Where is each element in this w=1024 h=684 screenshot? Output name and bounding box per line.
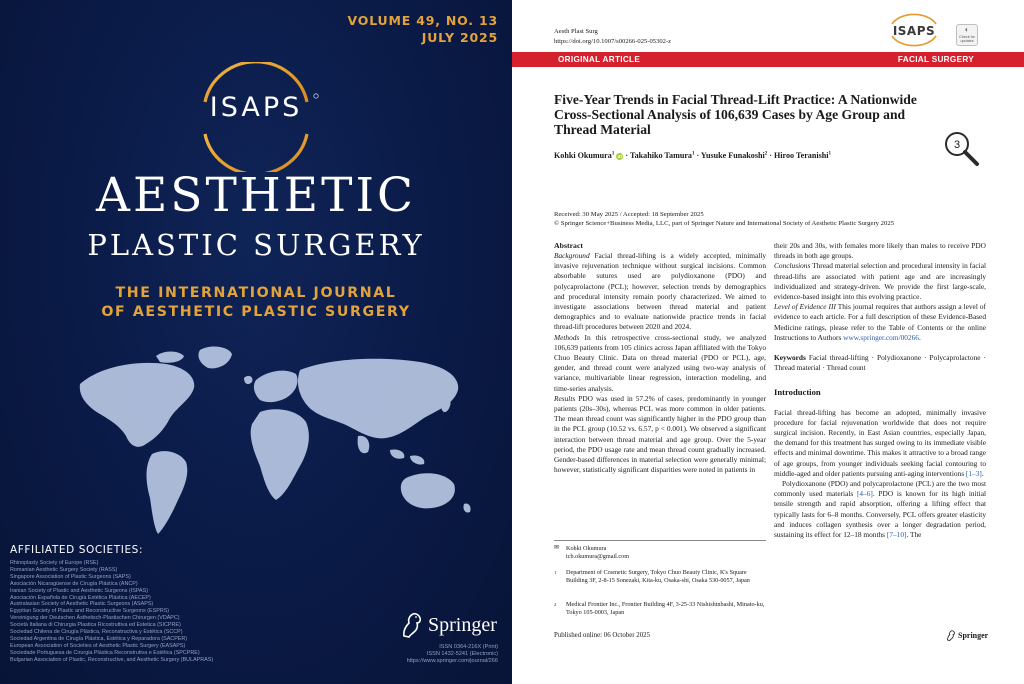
bookmark-icon: ◐ bbox=[964, 25, 970, 34]
isaps-logo-text: ISAPS bbox=[209, 92, 303, 123]
footnote-divider bbox=[554, 540, 766, 541]
level-of-evidence bbox=[774, 302, 986, 343]
cover-subtitle bbox=[0, 284, 512, 322]
author-separator: · bbox=[623, 151, 630, 160]
issn-print: ISSN 0364-216X (Print) bbox=[439, 644, 498, 650]
doi-link[interactable]: https://doi.org/10.1007/s00266-025-05302-z bbox=[554, 38, 672, 45]
abstract-text: Thread material selection and procedural intensity in facial thread-lifts are associated with patient age and are increasingly individualized and strategy-driven. We provide the first large-scale, evidence-based insight into this evolving practice. bbox=[774, 261, 986, 302]
cover-subtitle-line2: OF AESTHETIC PLASTIC SURGERY bbox=[101, 304, 411, 320]
world-map-graphic bbox=[60, 340, 490, 540]
isaps-logo-header bbox=[884, 12, 944, 48]
body-text: Facial thread-lifting has become an adopted, minimally invasive procedure for facial rejuvenation worldwide that does not require surgical incision. Recently, in East Asian countries, especially Japan, the demand for this treatment has surged owing to its immediate visible effects and minimal downtime. This makes it attractive to a broad range of age groups, from younger individuals seeking facial contouring to middle-aged and older patients pursuing anti-aging interventions bbox=[774, 407, 986, 478]
affiliation-text: Department of Cosmetic Surgery, Tokyo Chuo Beauty Clinic, K's Square Building 3F, 2-8-15 Sonezaki, Kita-ku, Osaka-shi, Osaka 530-0057, Japan bbox=[566, 569, 750, 584]
keywords-label: Keywords bbox=[774, 353, 806, 363]
affiliated-societies-title: AFFILIATED SOCIETIES: bbox=[10, 544, 144, 556]
abstract-conclusions bbox=[774, 261, 986, 302]
author-name[interactable]: Yusuke Funakoshi bbox=[700, 151, 765, 160]
affiliation-2 bbox=[554, 601, 766, 616]
springer-wordmark: Springer bbox=[428, 613, 497, 636]
abstract-methods bbox=[554, 333, 766, 394]
abstract-text: In this retrospective cross-sectional study, we analyzed 106,639 patients from 105 clinics across Japan affiliated with the Tokyo Chuo Beauty Clinic. Data on thread material (PDO or PCL), age, gender, and thread count were analyzed using two-way analysis of variance, multivariable linear regression, interaction modeling, and time-series analysis. bbox=[554, 332, 766, 393]
springer-horse-icon bbox=[946, 630, 956, 641]
instructions-link[interactable]: www.springer.com/00266 bbox=[843, 332, 919, 342]
abstract-text: PDO was used in 57.2% of cases, predominantly in younger patients (20s–30s), whereas PCL was more common in older patients. The mean thread count was significantly higher in the PDO group than in the PCL group (10.52 vs. 6.57, p < 0.001). We observed a significant interaction between thread material and age group. Over the 5-year period, the PDO usage rate and mean thread count gradually increased. Gender-based differences in material selection were generally minimal; however, statistically significant disparities were noted in patients in bbox=[554, 393, 766, 475]
abstract-label: Level of Evidence III bbox=[774, 302, 836, 312]
corresponding-author bbox=[554, 545, 766, 560]
author-separator: · bbox=[767, 151, 774, 160]
author-affil: 1 bbox=[691, 151, 695, 157]
keywords bbox=[774, 353, 986, 373]
abstract-text: . bbox=[918, 332, 921, 342]
body-text: . PDO is known for its high initial tensile strength and rapid absorption, offering a lifting effect that typically lasts for 6–8 months. Conversely, PCL offers greater elasticity and induces collagen synthesis over a longer degradation period, sustaining its effect for 12–18 months bbox=[774, 489, 987, 540]
abstract-label: Conclusions bbox=[774, 261, 811, 271]
springer-horse-icon bbox=[400, 612, 424, 638]
cover-date: JULY 2025 bbox=[421, 30, 498, 45]
article-category: FACIAL SURGERY bbox=[897, 55, 974, 64]
body-text: Polydioxanone (PDO) and polycaprolactone (PCL) are the two most commonly used materials bbox=[774, 479, 986, 499]
cover-title-line1: AESTHETIC bbox=[96, 168, 416, 223]
author-list bbox=[554, 151, 831, 160]
magnifier-badge-icon bbox=[940, 128, 982, 170]
corresponding-email[interactable]: tcb.okumura@gmail.com bbox=[566, 552, 630, 560]
envelope-icon: ✉ bbox=[554, 545, 560, 551]
abstract-label: Methods bbox=[554, 332, 580, 342]
cover-volume-info bbox=[348, 12, 498, 46]
author-separator: · bbox=[694, 151, 701, 160]
affiliated-societies-list bbox=[10, 560, 213, 664]
check-for-updates-label: Check for updates bbox=[959, 35, 975, 43]
cover-volume: VOLUME 49, NO. 13 bbox=[347, 13, 498, 28]
article-section-bar bbox=[512, 52, 1024, 67]
body-text: . bbox=[981, 468, 984, 478]
abstract-results-continued: their 20s and 30s, with females more likely than males to receive PDO threads in both age groups. bbox=[774, 241, 986, 261]
citation-link[interactable]: [7–10] bbox=[886, 530, 907, 540]
received-dates: Received: 30 May 2025 / Accepted: 18 September 2025 bbox=[554, 211, 704, 218]
abstract-label: Background bbox=[554, 251, 590, 260]
society-item: Sociedad Chilena de Cirugía Plástica, Reconstructiva y Estética (SCCP) bbox=[10, 629, 183, 636]
cover-title-line2: PLASTIC SURGERY bbox=[87, 228, 425, 262]
abstract-text: Facial thread-lifting is a widely accepted, minimally invasive rejuvenation technique without surgical incisions. Common absorbable sutures used are polydioxanone (PDO) and polycaprolactone (PCL); however, selection trends by demographics and procedural intensity remain poorly characterized. We aimed to investigate associations between thread material and patient demographics and to evaluate nationwide practice trends in facial thread-lift procedures between 2020 and 2024. bbox=[554, 251, 766, 332]
journal-abbrev: Aesth Plast Surg bbox=[554, 28, 598, 35]
affiliation-1 bbox=[554, 569, 766, 584]
society-item: Asociación Española de Cirugía Estética Plástica (AECEP) bbox=[10, 594, 151, 601]
author-affil: 2 bbox=[764, 151, 768, 157]
author-affil: 1 bbox=[828, 151, 831, 157]
affiliation-number: 2 bbox=[554, 602, 557, 607]
orcid-icon[interactable]: iD bbox=[617, 154, 623, 159]
society-item: Bulgarian Association of Plastic, Reconstructive, and Aesthetic Surgery (BULAPRAS) bbox=[10, 656, 214, 663]
abstract-column bbox=[554, 241, 766, 475]
introduction-heading: Introduction bbox=[774, 387, 821, 398]
abstract-text: This journal requires that authors assign a level of evidence to each article. For a full description of these Evidence-Based Medicine ratings, please refer to the Table of Contents or the online Instructions to Authors bbox=[774, 302, 986, 342]
society-item: Iranian Society of Plastic and Aesthetic Surgeons (ISPAS) bbox=[10, 587, 149, 594]
journal-url: https://www.springer.com/journal/266 bbox=[406, 658, 498, 665]
affiliation-number: 1 bbox=[554, 570, 557, 575]
author-name[interactable]: Takahiko Tamura bbox=[629, 151, 692, 160]
society-item: Vereinigung der Deutschen Ästhetisch-Plastischen Chirurgen (VDÄPC) bbox=[10, 615, 180, 622]
intro-paragraph-2 bbox=[774, 479, 986, 540]
issn-electronic: ISSN 1432-5241 (Electronic) bbox=[426, 651, 498, 658]
corresponding-name: Kohki Okumura bbox=[566, 545, 607, 552]
keywords-text: Facial thread-lifting · Polydioxanone · Polycaprolactone · Thread material · Thread count bbox=[774, 353, 986, 373]
isaps-logo-text: ISAPS bbox=[892, 24, 936, 38]
springer-logo-cover bbox=[400, 612, 497, 638]
affiliation-text: Medical Frontier Inc., Frontier Building 4F, 3-25-33 Nishishinbashi, Minato-ku, Tokyo 105-0003, Japan bbox=[566, 601, 765, 616]
citation-link[interactable]: [4–6] bbox=[856, 489, 873, 499]
society-item: Rhinoplasty Society of Europe (RSE) bbox=[10, 560, 99, 566]
society-item: Asociación Nicaragüense de Cirugía Plástica (ANCP) bbox=[10, 580, 138, 587]
article-type: ORIGINAL ARTICLE bbox=[558, 55, 641, 64]
published-online-date: Published online: 06 October 2025 bbox=[554, 632, 651, 639]
author-name[interactable]: Hiroo Teranishi bbox=[774, 151, 829, 160]
society-item: Singapore Association of Plastic Surgeons (SAPS) bbox=[10, 573, 131, 580]
society-item: Sociedade Portuguesa de Cirurgia Plástica Reconstrutiva e Estética (SPCPRE) bbox=[10, 649, 200, 656]
intro-paragraph-1 bbox=[774, 408, 986, 479]
abstract-label: Results bbox=[554, 393, 576, 403]
magnifier-badge-number: 3 bbox=[953, 139, 961, 151]
check-for-updates-badge[interactable] bbox=[956, 24, 978, 46]
right-column bbox=[774, 241, 986, 540]
article-first-page bbox=[512, 0, 1024, 684]
author-name[interactable]: Kohki Okumura bbox=[554, 151, 612, 160]
society-item: Sociedad Argentina de Cirugía Plástica, Estética y Reparadora (SACPER) bbox=[10, 635, 188, 642]
citation-link[interactable]: [1–3] bbox=[965, 468, 982, 478]
abstract-results bbox=[554, 394, 766, 476]
society-item: European Association of Societies of Aesthetic Plastic Surgery (EASAPS) bbox=[10, 642, 186, 649]
springer-wordmark: Springer bbox=[958, 631, 989, 640]
copyright-line: © Springer Science+Business Media, LLC, part of Springer Nature and International Society of Aesthetic Plastic Surgery 2025 bbox=[554, 220, 895, 227]
springer-logo-footer bbox=[946, 630, 988, 641]
society-item: Egyptian Society of Plastic and Reconstructive Surgeons (ESPRS) bbox=[10, 608, 170, 615]
author-affil: 1 bbox=[611, 151, 615, 157]
society-item: Romanian Aesthetic Surgery Society (RASS) bbox=[10, 566, 118, 573]
cover-subtitle-line1: THE INTERNATIONAL JOURNAL bbox=[115, 285, 397, 301]
abstract-background bbox=[554, 251, 766, 333]
isaps-logo-cover bbox=[0, 62, 512, 172]
abstract-heading: Abstract bbox=[554, 241, 584, 250]
society-item: Australasian Society of Aesthetic Plastic Surgeons (ASAPS) bbox=[10, 601, 154, 608]
article-title: Five-Year Trends in Facial Thread-Lift Practice: A Nationwide Cross-Sectional Analysis of 106,639 Cases by Age Group and Thread Material bbox=[554, 92, 917, 138]
body-text: . The bbox=[906, 530, 922, 540]
society-item: Società Italiana di Chirurgia Plastica Ricostruttiva ed Estetica (SICPRE) bbox=[10, 622, 181, 629]
cover-issn-block bbox=[407, 644, 498, 666]
